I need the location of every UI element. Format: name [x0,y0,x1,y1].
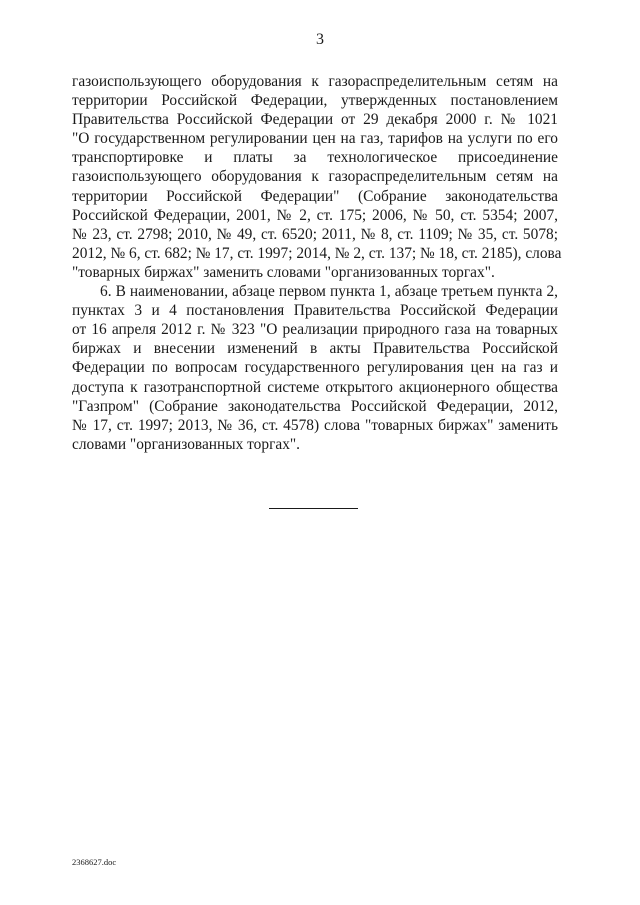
text-line: территории Российской Федерации" (Собрание законодательства [72,187,558,205]
paragraph-tariff-resolution [72,72,562,282]
text-line: 2012, № 6, ст. 682; № 17, ст. 1997; 2014, № 2, ст. 137; № 18, ст. 2185), слова [72,244,562,262]
text-line: № 17, ст. 1997; 2013, № 36, ст. 4578) слова "товарных биржах" заменить [72,416,558,434]
text-line: газоиспользующего оборудования к газораспределительным сетям на [72,73,558,90]
end-of-text-separator [269,508,358,509]
text-line: Российской Федерации, 2001, № 2, ст. 175; 2006, № 50, ст. 5354; 2007, [72,206,558,224]
text-line: газоиспользующего оборудования к газораспределительным сетям на [72,168,558,186]
text-line: пунктах 3 и 4 постановления Правительства Российской Федерации [72,302,558,320]
text-line: Правительства Российской Федерации от 29 декабря 2000 г. № 1021 [72,111,558,129]
text-line: "О государственном регулировании цен на газ, тарифов на услуги по его [72,130,558,148]
page-number: 3 [316,31,324,48]
text-line: территории Российской Федерации, утвержденных постановлением [72,92,558,110]
text-line: "Газпром" (Собрание законодательства Российской Федерации, 2012, [72,397,558,415]
text-line: словами "организованных торгах". [72,435,301,453]
text-line: от 16 апреля 2012 г. № 323 "О реализации природного газа на товарных [72,321,558,339]
paragraph-item-6 [72,282,558,454]
text-line: биржах и внесении изменений в акты Правительства Российской [72,340,558,358]
document-file-name: 2368627.doc [72,857,117,867]
text-line: "товарных биржах" заменить словами "организованных торгах". [72,263,495,281]
text-line: доступа к газотранспортной системе открытого акционерного общества [72,378,558,396]
text-line: транспортировке и платы за технологическое присоединение [72,149,558,167]
text-line: Федерации по вопросам государственного регулирования цен на газ и [72,359,558,377]
text-line: № 23, ст. 2798; 2010, № 49, ст. 6520; 2011, № 8, ст. 1109; № 35, ст. 5078; [72,225,558,243]
document-body [72,72,562,454]
text-line: 6. В наименовании, абзаце первом пункта 1, абзаце третьем пункта 2, [100,283,558,301]
